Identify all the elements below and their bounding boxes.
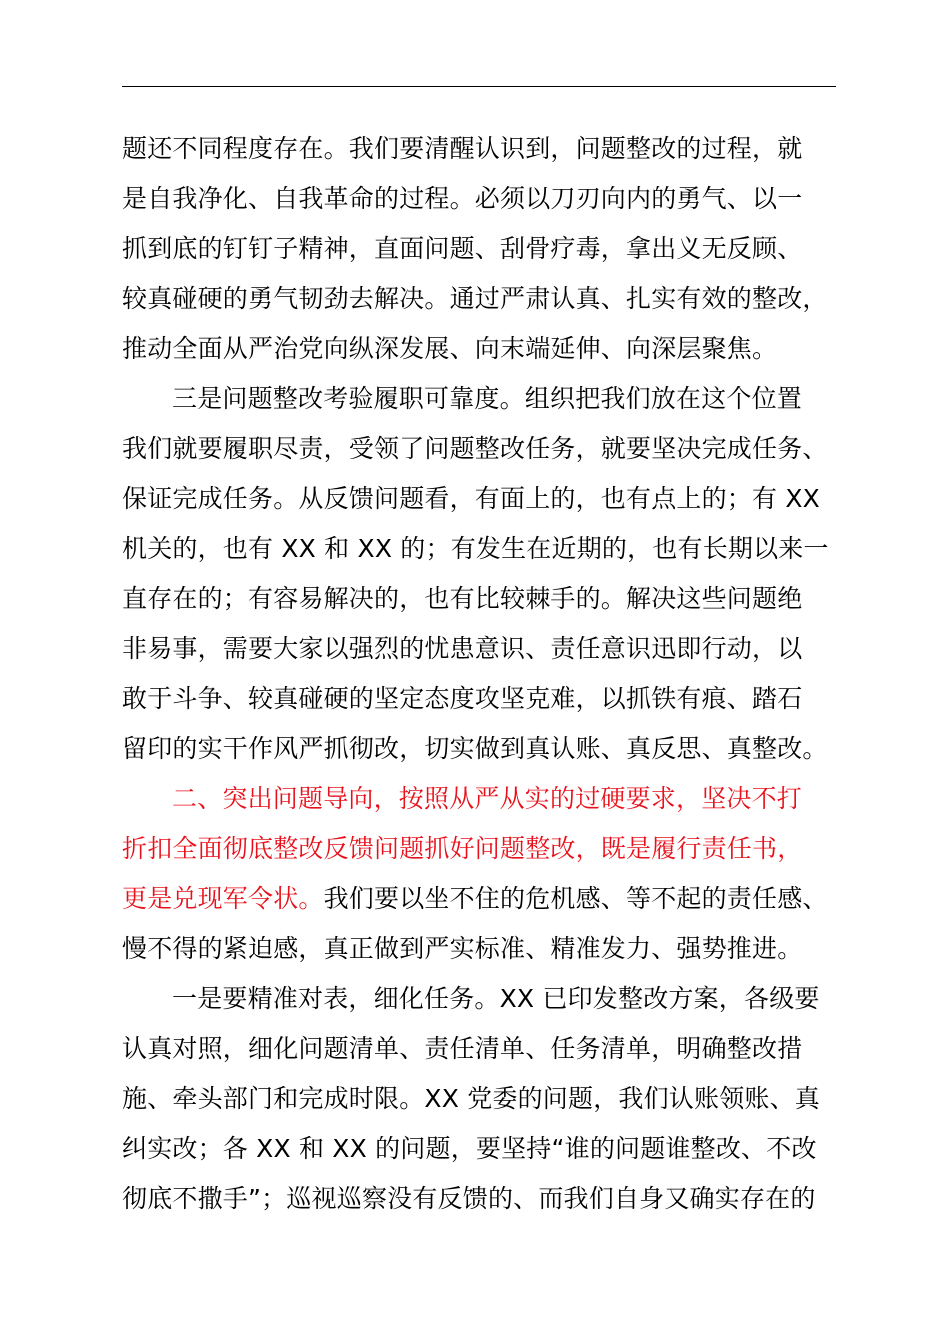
body-line: 认真对照，细化问题清单、责任清单、任务清单，明确整改措 bbox=[122, 1034, 803, 1063]
mixed-line bbox=[122, 879, 828, 919]
section-heading-line: 二、突出问题导向，按照从严从实的过硬要求，坚决不打 bbox=[172, 784, 803, 813]
section-heading-line: 折扣全面彻底整改反馈问题抓好问题整改，既是履行责任书， bbox=[122, 834, 803, 863]
paragraph-first-line: 三是问题整改考验履职可靠度。组织把我们放在这个位置 bbox=[172, 384, 803, 413]
body-line: 留印的实干作风严抓彻改，切实做到真认账、真反思、真整改。 bbox=[122, 734, 828, 763]
section-heading-end: 更是兑现军令状。 bbox=[122, 884, 324, 913]
body-line: 彻底不撒手”；巡视巡察没有反馈的、而我们自身又确实存在的 bbox=[122, 1184, 816, 1213]
body-line: 非易事，需要大家以强烈的忧患意识、责任意识迅即行动，以 bbox=[122, 634, 803, 663]
body-line: 我们就要履职尽责，受领了问题整改任务，就要坚决完成任务、 bbox=[122, 434, 828, 463]
body-line: 施、牵头部门和完成时限。XX 党委的问题，我们认账领账、真 bbox=[122, 1084, 821, 1113]
body-line: 慢不得的紧迫感，真正做到严实标准、精准发力、强势推进。 bbox=[122, 934, 803, 963]
body-line: 抓到底的钉钉子精神，直面问题、刮骨疗毒，拿出义无反顾、 bbox=[122, 234, 803, 263]
body-line: 是自我净化、自我革命的过程。必须以刀刃向内的勇气、以一 bbox=[122, 184, 803, 213]
body-line: 机关的，也有 XX 和 XX 的；有发生在近期的，也有长期以来一 bbox=[122, 534, 829, 563]
body-line: 较真碰硬的勇气韧劲去解决。通过严肃认真、扎实有效的整改， bbox=[122, 284, 828, 313]
body-line: 直存在的；有容易解决的，也有比较棘手的。解决这些问题绝 bbox=[122, 584, 803, 613]
body-line: 敢于斗争、较真碰硬的坚定态度攻坚克难，以抓铁有痕、踏石 bbox=[122, 684, 803, 713]
header-rule bbox=[122, 86, 836, 87]
body-line: 题还不同程度存在。我们要清醒认识到，问题整改的过程，就 bbox=[122, 134, 803, 163]
body-line: 保证完成任务。从反馈问题看，有面上的，也有点上的；有 XX bbox=[122, 484, 821, 513]
body-line: 纠实改；各 XX 和 XX 的问题，要坚持“谁的问题谁整改、不改 bbox=[122, 1134, 817, 1163]
body-text: 我们要以坐不住的危机感、等不起的责任感、 bbox=[323, 884, 828, 913]
body-line: 推动全面从严治党向纵深发展、向末端延伸、向深层聚焦。 bbox=[122, 334, 778, 363]
paragraph-first-line: 一是要精准对表，细化任务。XX 已印发整改方案，各级要 bbox=[172, 984, 820, 1013]
